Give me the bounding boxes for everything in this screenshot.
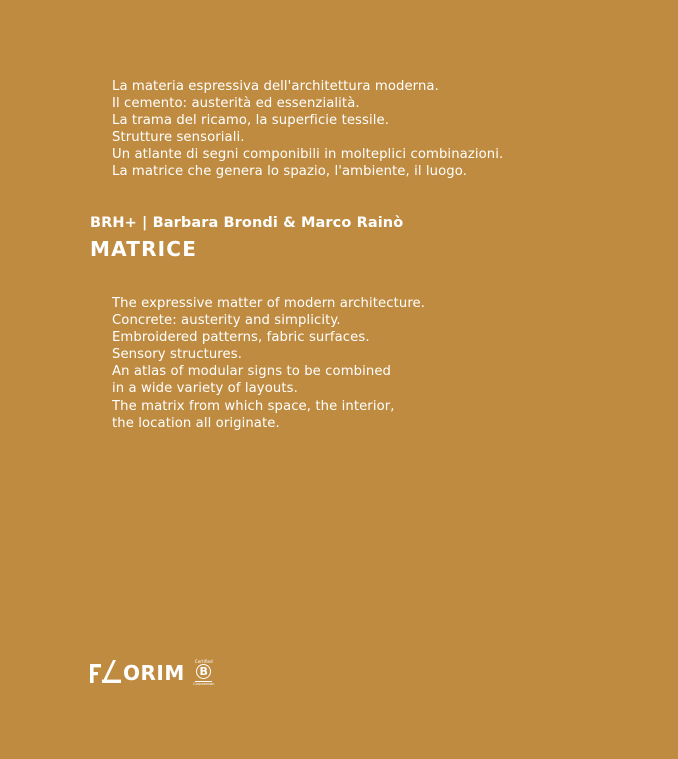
english-line: in a wide variety of layouts. bbox=[112, 381, 298, 397]
italian-line: La trama del ricamo, la superficie tessile. bbox=[112, 113, 390, 129]
italian-line: Il cemento: austerità ed essenzialità. bbox=[112, 96, 360, 112]
b-corp-bottom-label: Corporation bbox=[193, 682, 215, 686]
brand-name-text: ORIM bbox=[123, 661, 185, 685]
collection-title: MATRICE bbox=[90, 237, 198, 261]
florim-fl-monogram-icon bbox=[90, 660, 122, 686]
english-line: the location all originate. bbox=[112, 415, 280, 431]
english-paragraph bbox=[112, 295, 425, 432]
b-corp-letter: B bbox=[196, 664, 211, 679]
english-line: The expressive matter of modern architecture. bbox=[112, 296, 426, 311]
b-corp-icon bbox=[193, 659, 215, 687]
italian-line: Strutture sensoriali. bbox=[112, 130, 245, 146]
designer-byline: BRH+ | Barbara Brondi & Marco Rainò bbox=[90, 215, 404, 231]
english-line: Concrete: austerity and simplicity. bbox=[112, 313, 341, 329]
english-line: The matrix from which space, the interior, bbox=[112, 398, 395, 414]
english-line: An atlas of modular signs to be combined bbox=[112, 364, 392, 380]
b-corp-top-label: Certified bbox=[194, 659, 213, 664]
italian-line: La materia espressiva dell'architettura moderna. bbox=[112, 79, 439, 94]
italian-line: Un atlante di segni componibili in molteplici combinazioni. bbox=[112, 147, 504, 163]
florim-logo bbox=[90, 655, 185, 691]
english-line: Sensory structures. bbox=[112, 347, 243, 363]
english-line: Embroidered patterns, fabric surfaces. bbox=[112, 330, 370, 346]
italian-paragraph bbox=[112, 78, 503, 181]
footer-logos bbox=[90, 655, 215, 691]
italian-line: La matrice che genera lo spazio, l'ambiente, il luogo. bbox=[112, 164, 468, 180]
